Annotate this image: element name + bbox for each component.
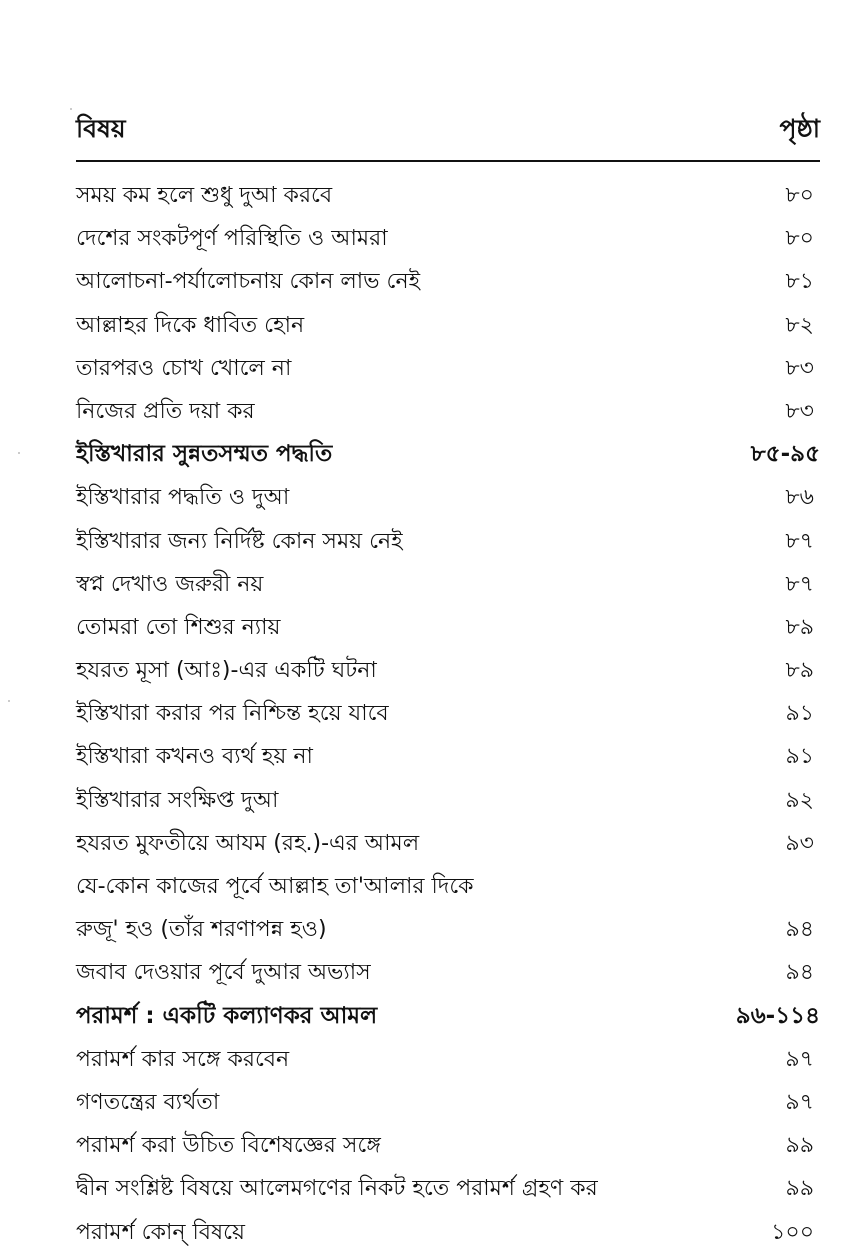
toc-entry-title: যে-কোন কাজের পূর্বে আল্লাহ তা'আলার দিকে <box>76 874 474 899</box>
toc-section-title: পরামর্শ : একটি কল্যাণকর আমল <box>76 1002 378 1029</box>
toc-entry-title: দ্বীন সংশ্লিষ্ট বিষয়ে আলেমগণের নিকট হতে পরামর্শ গ্রহণ কর <box>76 1176 598 1202</box>
toc-entry-page: ৯৪ <box>785 960 814 986</box>
toc-entry <box>76 390 820 433</box>
toc-entry <box>76 908 820 951</box>
toc-section-heading <box>76 433 820 476</box>
toc-entry <box>76 563 820 606</box>
toc-entry <box>76 520 820 563</box>
toc-entry <box>76 735 820 778</box>
page-column-heading: পৃষ্ঠা <box>779 114 820 143</box>
print-speck <box>18 452 20 454</box>
toc-entry-page: ৯১ <box>785 744 814 770</box>
toc-entry-page: ৯৩ <box>785 830 814 856</box>
toc-entry-title: নিজের প্রতি দয়া কর <box>76 398 255 424</box>
toc-entry <box>76 865 820 908</box>
toc-entry-title: ইস্তিখারা কখনও ব্যর্থ হয় না <box>76 744 313 770</box>
print-speck <box>70 108 72 110</box>
toc-entry-page: ৯৭ <box>785 1046 814 1072</box>
toc-entry-title: সময় কম হলে শুধু দুআ করবে <box>76 183 333 208</box>
toc-entry-page: ৮৭ <box>785 571 814 597</box>
toc-entry-title: তোমরা তো শিশুর ন্যায় <box>76 614 281 640</box>
toc-entry-page: ৯৪ <box>785 917 814 943</box>
toc-entry-title: স্বপ্ন দেখাও জরুরী নয় <box>76 571 264 597</box>
toc-entry <box>76 606 820 649</box>
toc-entry-page: ৯৭ <box>785 1089 814 1115</box>
toc-entry-page: ৮২ <box>785 312 814 338</box>
toc-entry-title: গণতন্ত্রের ব্যর্থতা <box>76 1089 220 1115</box>
toc-entry-page: ৮০ <box>785 183 814 208</box>
toc-entry-page: ৮০ <box>785 226 814 252</box>
toc-section-heading <box>76 995 820 1038</box>
toc-entry <box>76 692 820 735</box>
toc-entry <box>76 779 820 822</box>
toc-entry-title: রুজূ' হও (তাঁর শরণাপন্ন হও) <box>76 917 327 943</box>
toc-entry-title: আলোচনা-পর্যালোচনায় কোন লাভ নেই <box>76 269 421 295</box>
toc-entry-page: ৮৯ <box>785 658 814 684</box>
toc-entry-title: ইস্তিখারার জন্য নির্দিষ্ট কোন সময় নেই <box>76 528 403 554</box>
toc-entry <box>76 1124 820 1167</box>
toc-entry-title: দেশের সংকটপূর্ণ পরিস্থিতি ও আমরা <box>76 226 388 252</box>
toc-entry-page: ৮৩ <box>785 355 814 381</box>
toc-entry <box>76 1038 820 1081</box>
print-speck <box>8 700 10 702</box>
toc-entry-title: ইস্তিখারার সংক্ষিপ্ত দুআ <box>76 787 279 813</box>
toc-entry-page: ৮৩ <box>785 398 814 424</box>
toc-entry <box>76 174 820 217</box>
toc-entry-title: আল্লাহর দিকে ধাবিত হোন <box>76 312 305 338</box>
toc-entry <box>76 217 820 260</box>
toc-section-page-range: ৮৫-৯৫ <box>750 441 820 468</box>
toc-entry-page: ৯১ <box>785 701 814 727</box>
toc-entry <box>76 1167 820 1210</box>
toc-entry <box>76 476 820 519</box>
toc-entry-page: ৮১ <box>785 269 814 295</box>
toc-entry <box>76 951 820 994</box>
toc-entry <box>76 260 820 303</box>
toc-entry-title: পরামর্শ কোন্ বিষয়ে <box>76 1219 245 1245</box>
toc-entry <box>76 1211 820 1254</box>
table-of-contents <box>76 174 820 1254</box>
toc-entry-title: জবাব দেওয়ার পূর্বে দুআর অভ্যাস <box>76 960 371 986</box>
toc-section-page-range: ৯৬-১১৪ <box>735 1002 820 1029</box>
toc-entry <box>76 347 820 390</box>
toc-header <box>76 114 820 162</box>
toc-entry-title: পরামর্শ করা উচিত বিশেষজ্ঞের সঙ্গে <box>76 1133 381 1159</box>
toc-entry-title: ইস্তিখারার পদ্ধতি ও দুআ <box>76 485 290 511</box>
toc-section-title: ইস্তিখারার সুন্নতসম্মত পদ্ধতি <box>76 441 333 468</box>
toc-entry <box>76 649 820 692</box>
toc-entry-page: ৮৬ <box>785 485 814 511</box>
toc-entry-page: ৯৯ <box>785 1133 814 1159</box>
toc-entry-page: ৮৯ <box>785 614 814 640</box>
toc-entry <box>76 1081 820 1124</box>
toc-entry-title: পরামর্শ কার সঙ্গে করবেন <box>76 1046 290 1072</box>
toc-entry-page: ৮৭ <box>785 528 814 554</box>
toc-entry-page: ৯৯ <box>785 1176 814 1202</box>
toc-entry <box>76 304 820 347</box>
topic-column-heading: বিষয় <box>76 114 126 143</box>
toc-entry-title: হযরত মুফতীয়ে আযম (রহ.)-এর আমল <box>76 830 420 856</box>
toc-entry-page: ১০০ <box>771 1219 814 1245</box>
toc-entry-title: ইস্তিখারা করার পর নিশ্চিন্ত হয়ে যাবে <box>76 701 389 727</box>
toc-entry <box>76 822 820 865</box>
toc-entry-title: তারপরও চোখ খোলে না <box>76 355 292 381</box>
toc-entry-title: হযরত মূসা (আঃ)-এর একটি ঘটনা <box>76 658 377 684</box>
toc-entry-page: ৯২ <box>785 787 814 813</box>
